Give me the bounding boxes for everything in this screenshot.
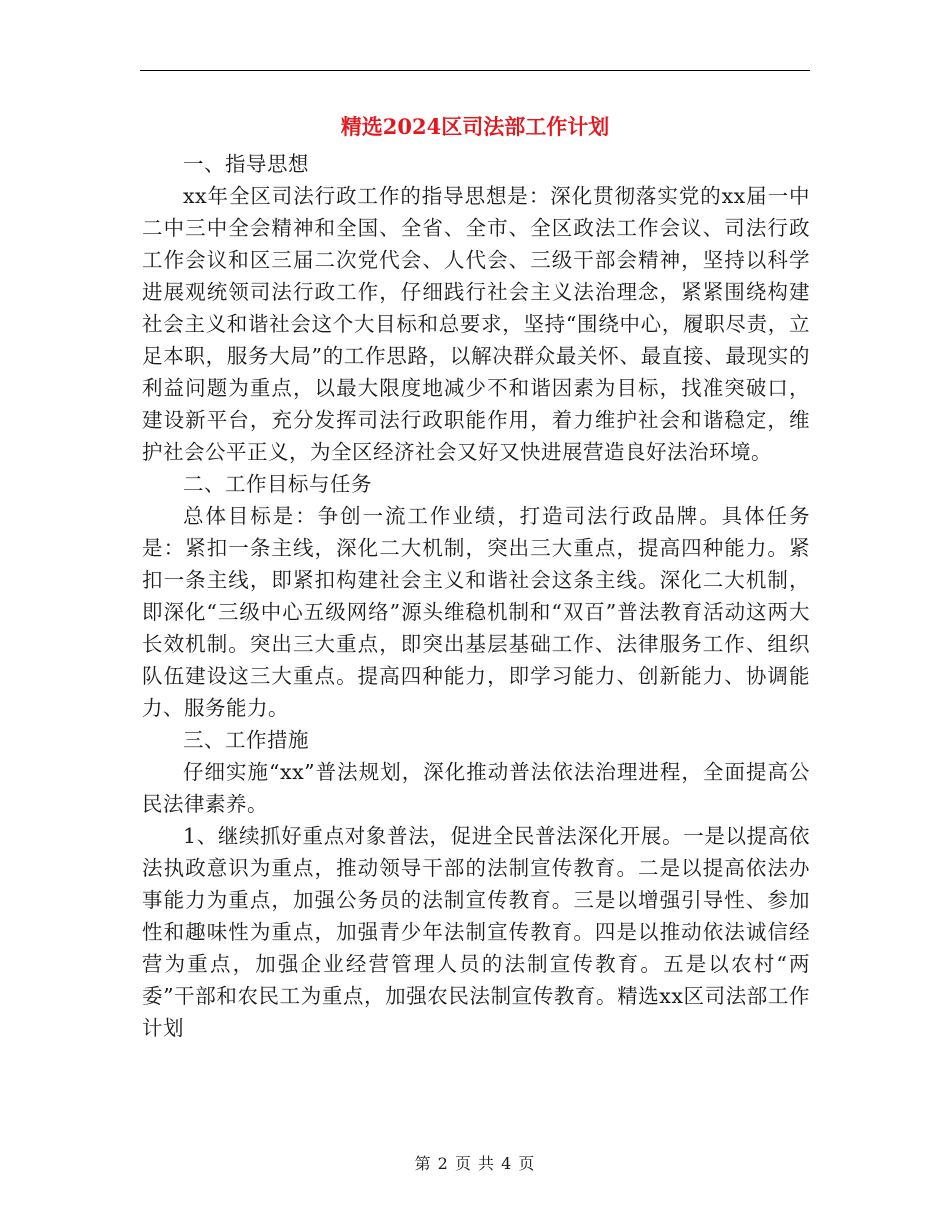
- document-title: 精选2024区司法部工作计划: [340, 114, 610, 139]
- document-body: [142, 148, 810, 1044]
- section-heading-guiding-thought: 一、指导思想: [183, 152, 309, 176]
- header-rule: [140, 70, 810, 71]
- paragraph-measures-intro: 仔细实施“xx”普法规划，深化推动普法依法治理进程，全面提高公民法律素养。: [142, 760, 810, 816]
- paragraph-guiding-thought: xx年全区司法行政工作的指导思想是：深化贯彻落实党的xx届一中二中三中全会精神和全国、全省、全市、全区政法工作会议、司法行政工作会议和区三届二次党代会、人代会、三级干部会精神，坚持以科学进展观统领司法行政工作，仔细践行社会主义法治理念，紧紧围绕构建社会主义和谐社会这个大目标和总要求，坚持“围绕中心，履职尽责，立足本职，服务大局”的工作思路，以解决群众最关怀、最直接、最现实的利益问题为重点，以最大限度地减少不和谐因素为目标，找准突破口，建设新平台，充分发挥司法行政职能作用，着力维护社会和谐稳定，维护社会公平正义，为全区经济社会又好又快进展营造良好法治环境。: [142, 184, 810, 464]
- paragraph-goals-tasks: 总体目标是：争创一流工作业绩，打造司法行政品牌。具体任务是：紧扣一条主线，深化二大机制，突出三大重点，提高四种能力。紧扣一条主线，即紧扣构建社会主义和谐社会这条主线。深化二大机制，即深化“三级中心五级网络”源头维稳机制和“双百”普法教育活动这两大长效机制。突出三大重点，即突出基层基础工作、法律服务工作、组织队伍建设这三大重点。提高四种能力，即学习能力、创新能力、协调能力、服务能力。: [142, 504, 810, 720]
- paragraph-measure-1: 1、继续抓好重点对象普法，促进全民普法深化开展。一是以提高依法执政意识为重点，推动领导干部的法制宣传教育。二是以提高依法办事能力为重点，加强公务员的法制宣传教育。三是以增强引导性、参加性和趣味性为重点，加强青少年法制宣传教育。四是以推动依法诚信经营为重点，加强企业经营管理人员的法制宣传教育。五是以农村“两委”干部和农民工为重点，加强农民法制宣传教育。精选xx区司法部工作计划: [142, 824, 810, 1040]
- section-heading-goals-tasks: 二、工作目标与任务: [183, 472, 372, 496]
- section-heading-measures: 三、工作措施: [183, 728, 309, 752]
- page-number: 第 2 页 共 4 页: [414, 1154, 536, 1173]
